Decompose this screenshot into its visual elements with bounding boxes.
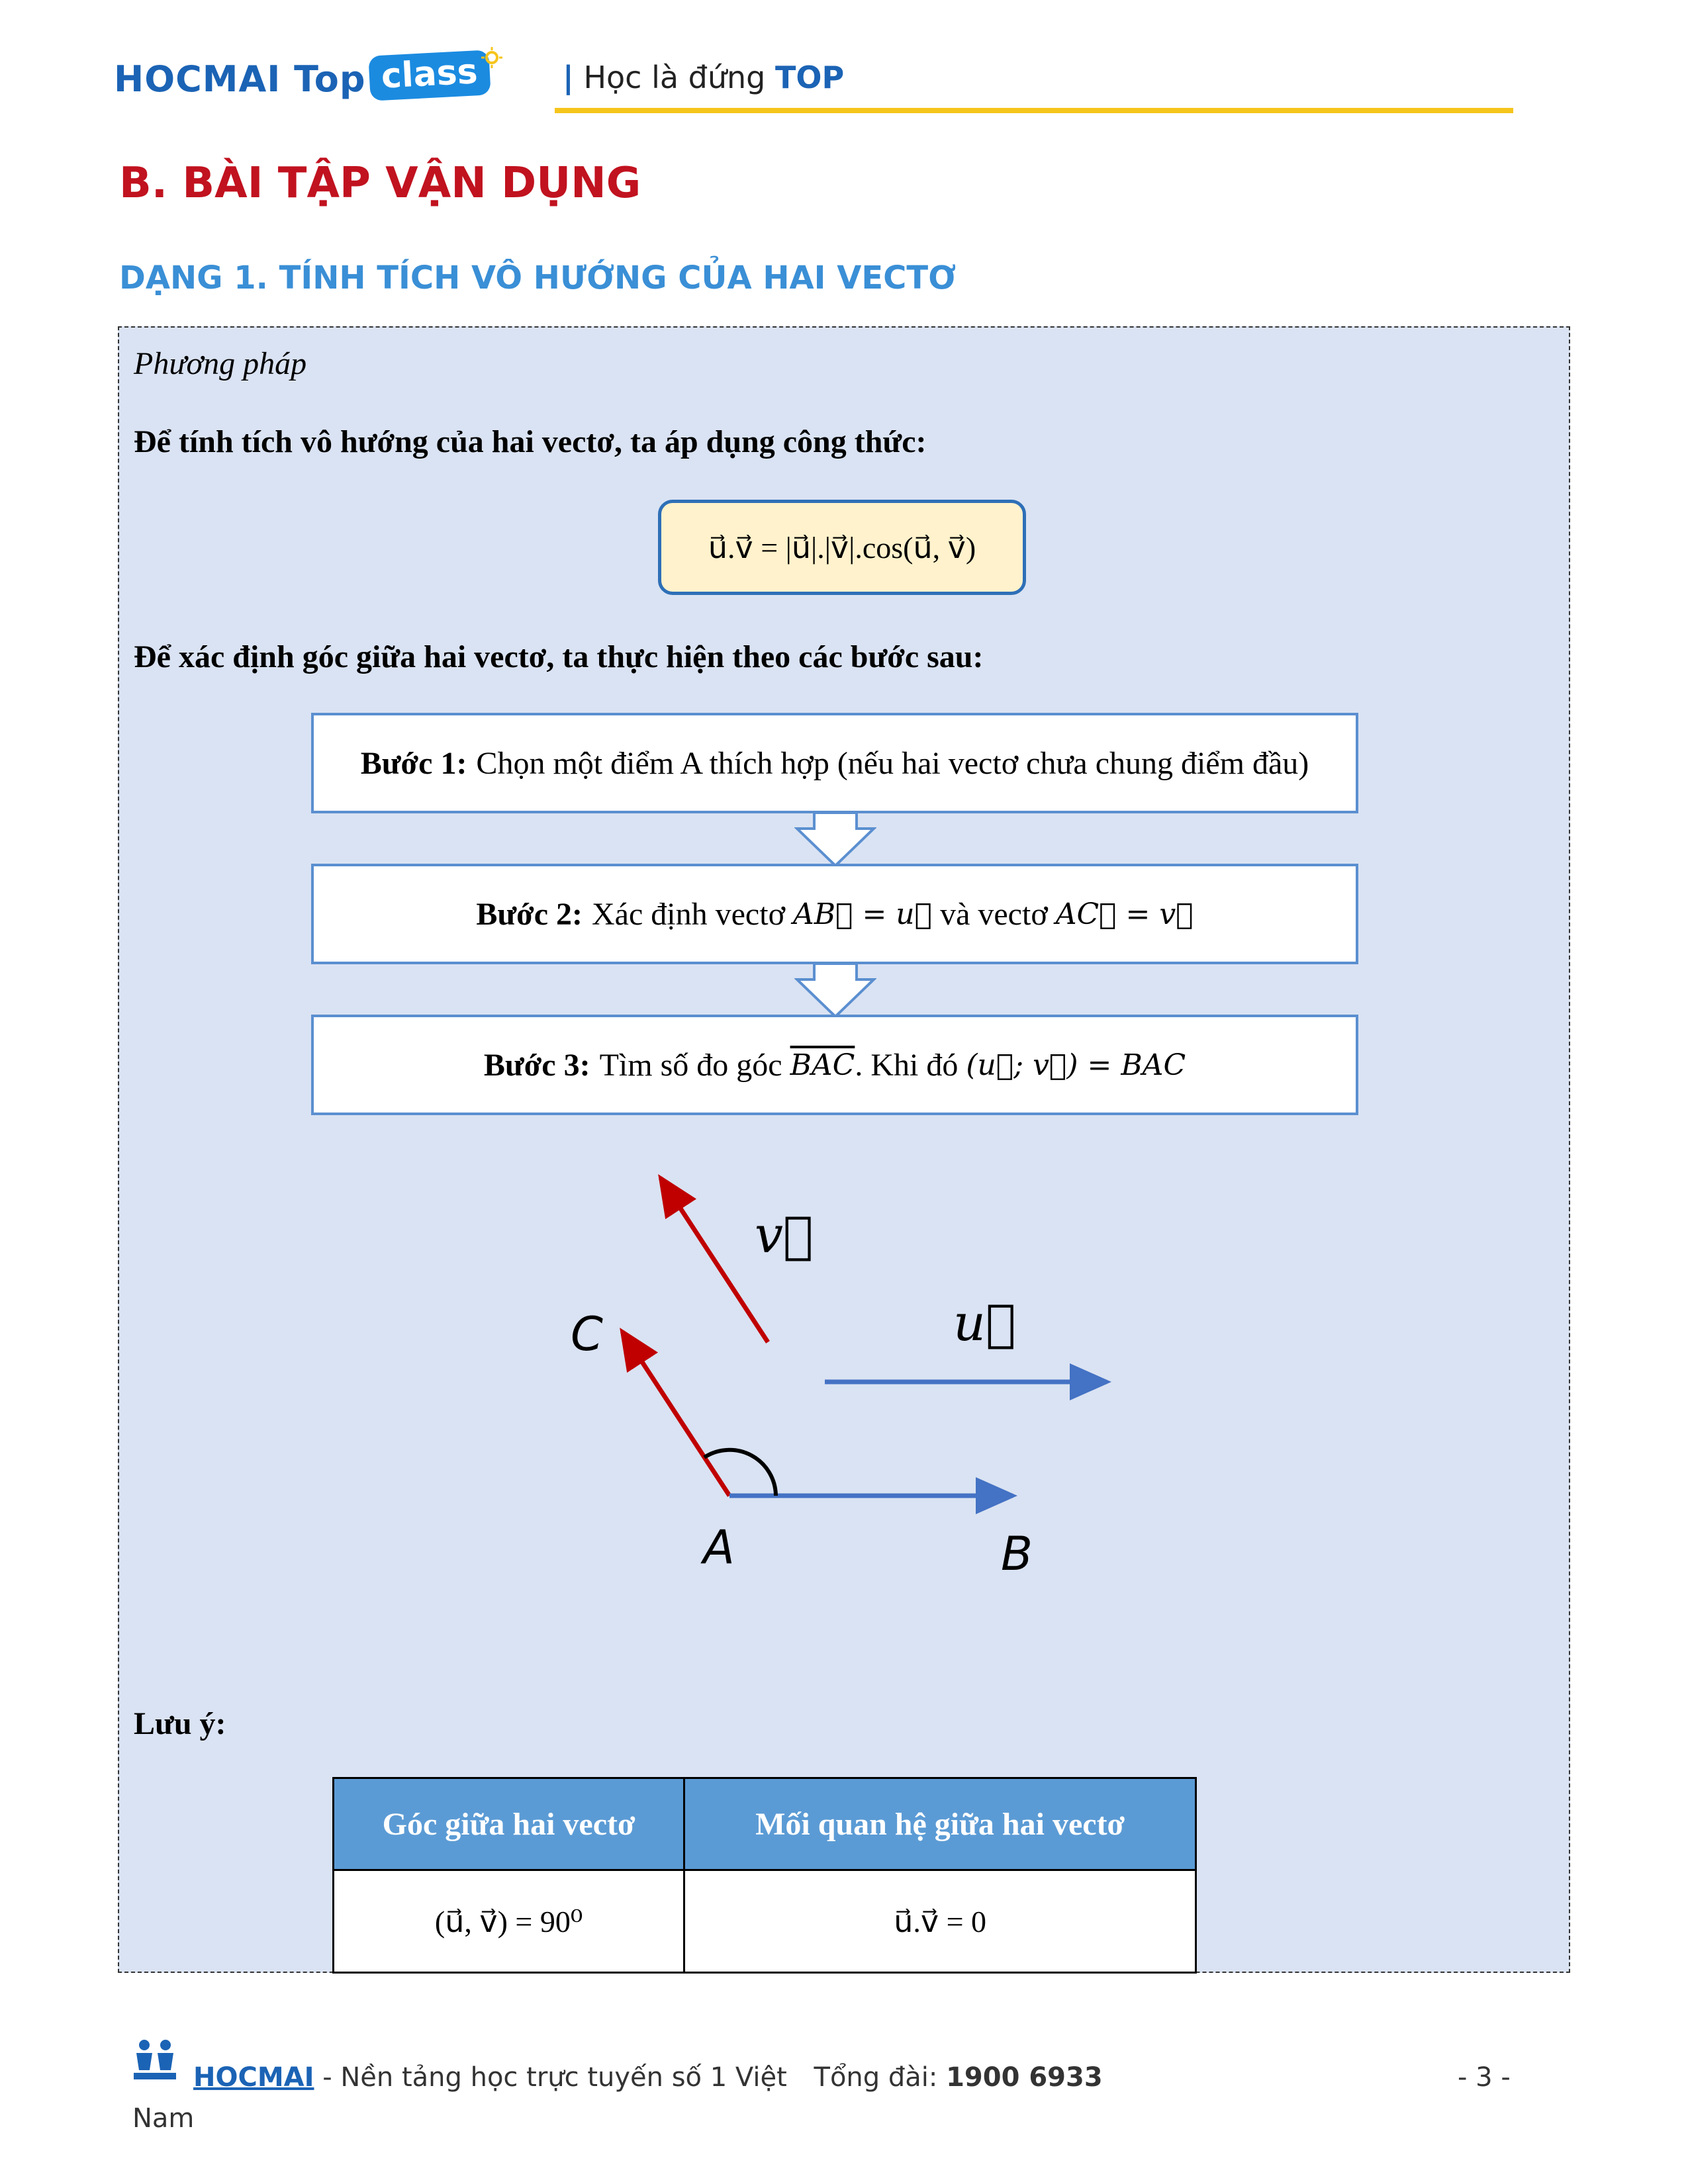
table-cell-relation: u⃗.v⃗ = 0 xyxy=(684,1870,1196,1973)
step-2-box xyxy=(311,864,1358,964)
step-1-label: Bước 1: xyxy=(360,745,467,781)
step-1-text: Chọn một điểm A thích hợp (nếu hai vectơ chưa chung điểm đầu) xyxy=(476,745,1309,781)
sun-icon xyxy=(481,46,503,69)
table-header-relation: Mối quan hệ giữa hai vectơ xyxy=(684,1778,1196,1870)
angle-intro: Để xác định góc giữa hai vectơ, ta thực hiện theo các bước sau: xyxy=(134,639,984,674)
label-b: B xyxy=(1001,1527,1033,1581)
formula-intro: Để tính tích vô hướng của hai vectơ, ta áp dụng công thức: xyxy=(134,424,927,459)
footer-brand-link[interactable]: HOCMAI xyxy=(193,2062,314,2093)
step-1-box xyxy=(311,713,1358,813)
tagline xyxy=(563,60,844,95)
step-2-text-a: Xác định vectơ xyxy=(592,896,785,932)
tagline-text: Học là đứng xyxy=(583,60,766,95)
step-3-text-a: Tìm số đo góc xyxy=(599,1047,782,1083)
vector-v-arrow xyxy=(661,1178,768,1342)
step-2-label: Bước 2: xyxy=(476,896,583,932)
table-header-row xyxy=(334,1778,1196,1870)
step-2-math-b: AC⃗ = v⃗ xyxy=(1055,897,1194,931)
footer-text xyxy=(193,2062,1103,2093)
label-c: C xyxy=(571,1307,603,1361)
subsection-title: DẠNG 1. TÍNH TÍCH VÔ HƯỚNG CỦA HAI VECTƠ xyxy=(119,259,957,296)
header-divider xyxy=(555,108,1513,113)
step-3-box xyxy=(311,1015,1358,1115)
table-row xyxy=(334,1870,1196,1973)
step-3-math-b: (u⃗; v⃗) = BAC xyxy=(966,1048,1186,1082)
arrow-down-icon xyxy=(794,811,876,868)
hocmai-footer-logo-icon xyxy=(131,2037,179,2082)
step-3-math-a: $\overline{BAC}$ xyxy=(790,1048,855,1082)
angle-relationship-table xyxy=(332,1777,1197,1974)
footer-text-line2: Nam xyxy=(132,2103,195,2134)
footer-hotline: 1900 6933 xyxy=(946,2062,1103,2093)
step-3-text-b: . Khi đó xyxy=(855,1047,959,1083)
note-label: Lưu ý: xyxy=(134,1706,226,1741)
table-cell-angle: (u⃗, v⃗) = 90⁰ xyxy=(334,1870,684,1973)
topclass-logo-badge: class xyxy=(368,50,491,101)
label-a: A xyxy=(703,1520,735,1574)
footer-tagline: - Nền tảng học trực tuyến số 1 Việt xyxy=(322,2062,787,2093)
vector-ac-arrow xyxy=(622,1332,729,1496)
vector-angle-diagram xyxy=(549,1152,1145,1602)
tagline-top: TOP xyxy=(775,60,845,95)
table-header-angle: Góc giữa hai vectơ xyxy=(334,1778,684,1870)
tagline-bar: | xyxy=(563,60,574,95)
label-u: u⃗ xyxy=(953,1293,1016,1352)
dot-product-formula: u⃗.v⃗ = |u⃗|.|v⃗|.cos(u⃗, v⃗) xyxy=(708,531,976,565)
page-number: - 3 - xyxy=(1458,2062,1511,2093)
method-label: Phương pháp xyxy=(134,346,307,381)
section-title: B. BÀI TẬP VẬN DỤNG xyxy=(119,159,641,208)
hocmai-logo-text: HOCMAI Top xyxy=(114,58,366,100)
step-3-label: Bước 3: xyxy=(483,1047,590,1083)
arrow-down-icon xyxy=(794,962,876,1019)
step-2-text-b: và vectơ xyxy=(940,896,1048,932)
label-v: v⃗ xyxy=(755,1205,814,1264)
step-2-math-a: AB⃗ = u⃗ xyxy=(792,897,933,931)
footer-hotline-label: Tổng đài: xyxy=(814,2062,938,2093)
